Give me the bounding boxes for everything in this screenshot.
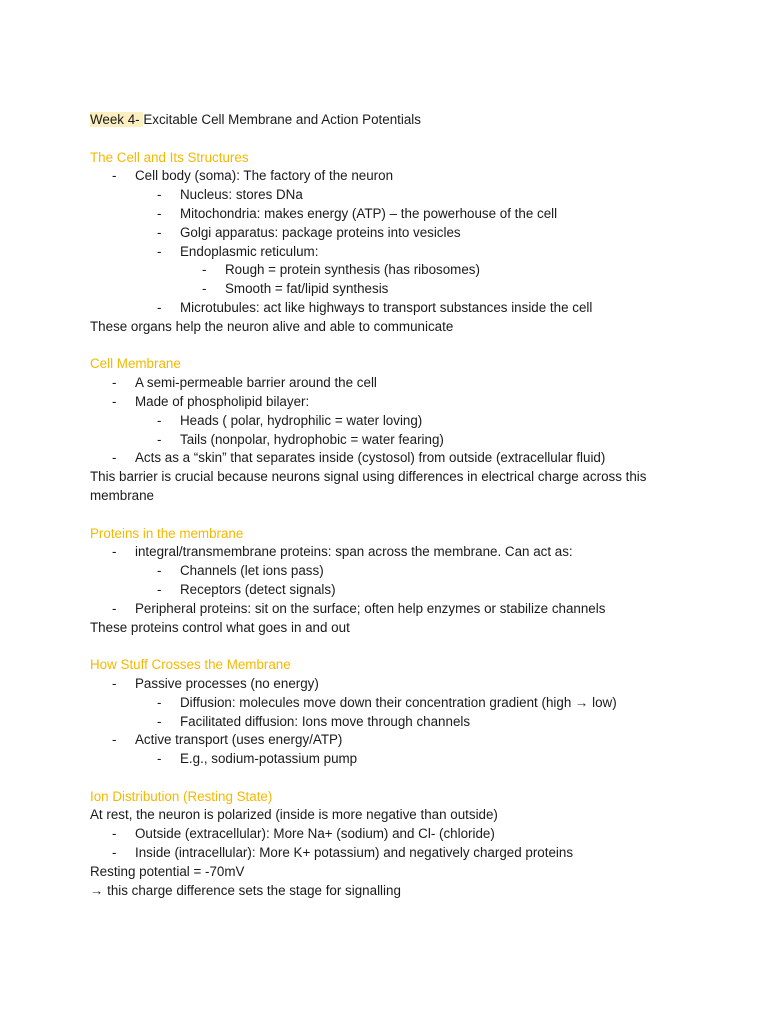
item-text: Golgi apparatus: package proteins into vesicles (180, 224, 461, 240)
section-heading-proteins: Proteins in the membrane (90, 525, 244, 541)
title-highlight: Week 4- (90, 112, 144, 127)
item-text: Inside (intracellular): More K+ potassium) and negatively charged proteins (135, 845, 574, 861)
list-item (90, 675, 690, 694)
list-item (90, 694, 690, 713)
list-item (90, 600, 690, 619)
item-text: Endoplasmic reticulum: (180, 243, 319, 259)
section-heading-ions: Ion Distribution (Resting State) (90, 788, 273, 804)
bullet-dash: - (112, 393, 117, 409)
spacer (90, 337, 690, 356)
item-text: Acts as a “skin” that separates inside (cystosol) from outside (extracellular fluid) (135, 450, 606, 466)
bullet-dash: - (112, 450, 117, 466)
item-text: Nucleus: stores DNa (180, 187, 303, 203)
list-item (90, 299, 690, 318)
section-heading-cell: The Cell and Its Structures (90, 149, 249, 165)
spacer (90, 506, 690, 525)
list-item (90, 393, 690, 412)
spacer (90, 130, 690, 149)
bullet-dash: - (112, 600, 117, 616)
bullet-dash: - (157, 694, 162, 710)
list-item (90, 224, 690, 243)
item-text: Cell body (soma): The factory of the neuron (135, 168, 394, 184)
item-text: Smooth = fat/lipid synthesis (225, 281, 389, 297)
list-item (90, 825, 690, 844)
bullet-dash: - (112, 732, 117, 748)
list-item (90, 713, 690, 732)
list-item (90, 449, 690, 468)
list-item (90, 543, 690, 562)
bullet-dash: - (157, 224, 162, 240)
paragraph: These proteins control what goes in and out (90, 619, 350, 635)
bullet-dash: - (157, 563, 162, 579)
list-item (90, 731, 690, 750)
item-text: Mitochondria: makes energy (ATP) – the powerhouse of the cell (180, 205, 558, 221)
list-item (90, 374, 690, 393)
list-item (90, 261, 690, 280)
bullet-dash: - (157, 187, 162, 203)
bullet-dash: - (202, 262, 207, 278)
bullet-dash: - (157, 412, 162, 428)
item-text: Heads ( polar, hydrophilic = water loving) (180, 412, 423, 428)
item-text: Passive processes (no energy) (135, 675, 319, 691)
item-text: Tails (nonpolar, hydrophobic = water fearing) (180, 431, 444, 447)
title-text: Excitable Cell Membrane and Action Potentials (143, 112, 421, 127)
bullet-dash: - (157, 243, 162, 259)
list-item (90, 167, 690, 186)
bullet-dash: - (157, 581, 162, 597)
paragraph: At rest, the neuron is polarized (inside is more negative than outside) (90, 807, 498, 823)
list-item (90, 243, 690, 262)
item-text: Made of phospholipid bilayer: (135, 393, 310, 409)
item-text: Facilitated diffusion: Ions move through channels (180, 713, 471, 729)
list-item (90, 280, 690, 299)
item-text: Peripheral proteins: sit on the surface; often help enzymes or stabilize channels (135, 600, 606, 616)
bullet-dash: - (157, 205, 162, 221)
bullet-dash: - (112, 845, 117, 861)
list-item (90, 412, 690, 431)
item-text: A semi-permeable barrier around the cell (135, 375, 377, 391)
bullet-dash: - (157, 299, 162, 315)
bullet-dash: - (112, 544, 117, 560)
page-title (90, 111, 690, 130)
bullet-dash: - (157, 713, 162, 729)
bullet-dash: - (112, 375, 117, 391)
item-text: Rough = protein synthesis (has ribosomes) (225, 262, 480, 278)
spacer (90, 769, 690, 788)
spacer (90, 637, 690, 656)
paragraph: This barrier is crucial because neurons signal using differences in electrical charge across this membrane (90, 469, 647, 503)
item-text: Channels (let ions pass) (180, 563, 324, 579)
list-item (90, 205, 690, 224)
section-heading-membrane: Cell Membrane (90, 356, 181, 372)
bullet-dash: - (157, 431, 162, 447)
bullet-dash: - (157, 751, 162, 767)
list-item (90, 431, 690, 450)
bullet-dash: - (112, 675, 117, 691)
item-text: Active transport (uses energy/ATP) (135, 732, 343, 748)
item-text: Microtubules: act like highways to transport substances inside the cell (180, 299, 593, 315)
list-item (90, 750, 690, 769)
list-item (90, 581, 690, 600)
item-text: integral/transmembrane proteins: span across the membrane. Can act as: (135, 544, 573, 560)
document-body (90, 111, 690, 900)
paragraph: → this charge difference sets the stage for signalling (90, 882, 401, 898)
list-item (90, 844, 690, 863)
paragraph: These organs help the neuron alive and able to communicate (90, 318, 454, 334)
item-text: E.g., sodium-potassium pump (180, 751, 358, 767)
item-text: Receptors (detect signals) (180, 581, 336, 597)
bullet-dash: - (112, 826, 117, 842)
list-item (90, 186, 690, 205)
list-item (90, 562, 690, 581)
bullet-dash: - (112, 168, 117, 184)
bullet-dash: - (202, 281, 207, 297)
item-text: Diffusion: molecules move down their concentration gradient (high → low) (180, 694, 617, 710)
paragraph: Resting potential = -70mV (90, 863, 245, 879)
item-text: Outside (extracellular): More Na+ (sodium) and Cl- (chloride) (135, 826, 495, 842)
section-heading-crossing: How Stuff Crosses the Membrane (90, 657, 291, 673)
